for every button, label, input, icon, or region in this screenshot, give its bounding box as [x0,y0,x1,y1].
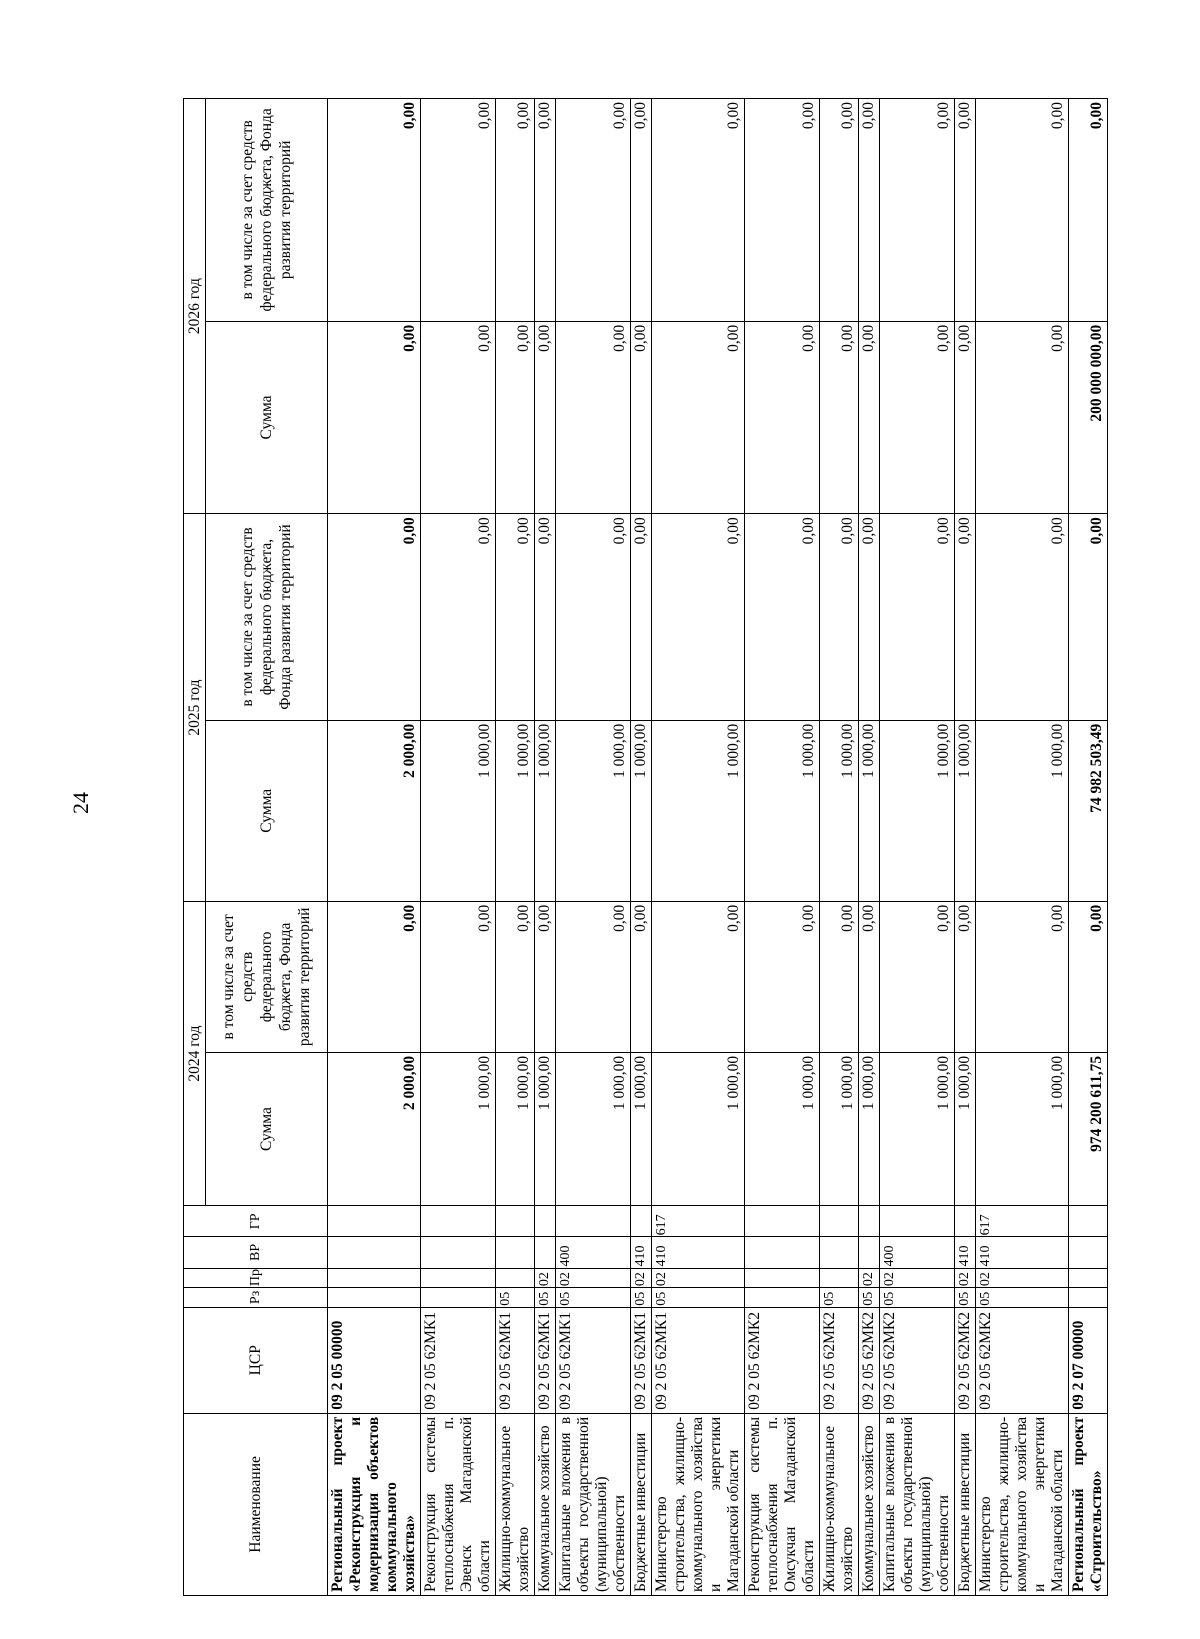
cell-s2024: 1 000,00 [745,1052,820,1205]
cell-f2024: 0,00 [820,901,859,1052]
cell-name: Коммунальное хозяйство [535,1413,556,1595]
cell-f2026: 0,00 [820,99,859,322]
cell-s2026: 0,00 [820,321,859,514]
cell-gr [745,1206,820,1237]
cell-f2024: 0,00 [652,901,745,1052]
cell-f2024: 0,00 [880,901,955,1052]
budget-table [183,98,1108,1596]
cell-name: Бюджетные инвестиции [955,1413,976,1595]
cell-gr [496,1206,535,1237]
cell-vr [859,1237,880,1268]
table-row [976,99,1069,1596]
cell-csr: 09 2 05 62МК2 [820,1307,859,1413]
cell-csr: 09 2 05 62МК1 [556,1307,631,1413]
cell-name: Реконструкция системы теплоснабжения п. Эвенск Магаданской области [421,1413,496,1595]
cell-s2024: 1 000,00 [496,1052,535,1205]
cell-rz: 05 [820,1288,859,1308]
rotated-page [183,98,1105,1596]
cell-gr [535,1206,556,1237]
cell-csr: 09 2 07 00000 [1069,1307,1108,1413]
cell-gr: 617 [652,1206,745,1237]
cell-pr [421,1268,496,1288]
cell-s2025: 1 000,00 [976,720,1069,901]
cell-f2025: 0,00 [745,514,820,720]
cell-rz: 05 [535,1288,556,1308]
cell-name: Реконструкция системы теплоснабжения п. Омсукчан Магаданской области [745,1413,820,1595]
cell-s2025: 1 000,00 [556,720,631,901]
cell-pr: 02 [535,1268,556,1288]
table-row [421,99,496,1596]
cell-s2025: 1 000,00 [859,720,880,901]
cell-rz: 05 [652,1288,745,1308]
table-row [631,99,652,1596]
cell-s2024: 1 000,00 [820,1052,859,1205]
cell-f2025: 0,00 [820,514,859,720]
cell-gr [955,1206,976,1237]
cell-s2025: 1 000,00 [631,720,652,901]
cell-f2024: 0,00 [976,901,1069,1052]
cell-f2024: 0,00 [631,901,652,1052]
cell-rz: 05 [859,1288,880,1308]
cell-csr: 09 2 05 62МК1 [496,1307,535,1413]
cell-name: Региональный проект «Строительство» [1069,1413,1108,1595]
cell-pr [1069,1268,1108,1288]
cell-s2024: 974 200 611,75 [1069,1052,1108,1205]
table-row [859,99,880,1596]
cell-f2025: 0,00 [859,514,880,720]
header-federal-2024: в том числе за счет средств федерального бюджета, Фонда развития территорий [206,901,328,1052]
cell-s2024: 2 000,00 [328,1052,421,1205]
cell-s2025: 1 000,00 [535,720,556,901]
header-federal-2025: в том числе за счет средств федерального бюджета, Фонда развития территорий [206,514,328,720]
cell-s2026: 0,00 [328,321,421,514]
cell-f2026: 0,00 [421,99,496,322]
cell-s2024: 1 000,00 [535,1052,556,1205]
cell-name: Министерство строительства, жилищно-коммунального хозяйства и энергетики Магаданской области [976,1413,1069,1595]
cell-s2026: 0,00 [859,321,880,514]
cell-s2024: 1 000,00 [631,1052,652,1205]
cell-f2024: 0,00 [421,901,496,1052]
cell-name: Жилищно-коммунальное хозяйство [820,1413,859,1595]
cell-name: Коммунальное хозяйство [859,1413,880,1595]
cell-f2025: 0,00 [496,514,535,720]
cell-gr [859,1206,880,1237]
cell-f2026: 0,00 [745,99,820,322]
cell-vr [745,1237,820,1268]
cell-gr: 617 [976,1206,1069,1237]
table-row [745,99,820,1596]
header-name: Наименование [184,1413,328,1595]
cell-csr: 09 2 05 62МК2 [880,1307,955,1413]
cell-rz [1069,1288,1108,1308]
cell-f2024: 0,00 [745,901,820,1052]
cell-f2024: 0,00 [1069,901,1108,1052]
cell-csr: 09 2 05 00000 [328,1307,421,1413]
cell-rz: 05 [880,1288,955,1308]
cell-csr: 09 2 05 62МК2 [859,1307,880,1413]
cell-vr: 410 [955,1237,976,1268]
cell-name: Министерство строительства, жилищно-коммунального хозяйства и энергетики Магаданской области [652,1413,745,1595]
cell-s2024: 1 000,00 [652,1052,745,1205]
cell-f2025: 0,00 [880,514,955,720]
cell-vr [1069,1237,1108,1268]
cell-rz [745,1288,820,1308]
table-row [496,99,535,1596]
cell-pr: 02 [556,1268,631,1288]
cell-f2024: 0,00 [955,901,976,1052]
cell-f2026: 0,00 [976,99,1069,322]
cell-csr: 09 2 05 62МК1 [631,1307,652,1413]
cell-s2026: 0,00 [880,321,955,514]
cell-rz: 05 [631,1288,652,1308]
cell-f2026: 0,00 [631,99,652,322]
cell-f2025: 0,00 [556,514,631,720]
header-csr: ЦСР [184,1307,328,1413]
cell-vr: 410 [976,1237,1069,1268]
cell-s2025: 2 000,00 [328,720,421,901]
header-vr: ВР [184,1237,328,1268]
cell-s2025: 1 000,00 [820,720,859,901]
cell-csr: 09 2 05 62МК2 [955,1307,976,1413]
cell-vr: 410 [631,1237,652,1268]
cell-s2025: 1 000,00 [652,720,745,901]
header-rz: Рз [184,1288,328,1308]
header-year-2025: 2025 год [184,514,206,902]
header-year-2024: 2024 год [184,901,206,1205]
cell-csr: 09 2 05 62МК1 [535,1307,556,1413]
cell-csr: 09 2 05 62МК2 [745,1307,820,1413]
cell-name: Капитальные вложения в объекты государственной (муниципальной) собственности [556,1413,631,1595]
cell-csr: 09 2 05 62МК1 [652,1307,745,1413]
header-sum-2025: Сумма [206,720,328,901]
cell-f2026: 0,00 [955,99,976,322]
cell-pr: 02 [976,1268,1069,1288]
cell-f2025: 0,00 [955,514,976,720]
cell-f2025: 0,00 [535,514,556,720]
cell-csr: 09 2 05 62МК2 [976,1307,1069,1413]
cell-f2024: 0,00 [496,901,535,1052]
cell-f2024: 0,00 [556,901,631,1052]
table-row [535,99,556,1596]
cell-f2026: 0,00 [880,99,955,322]
cell-vr [535,1237,556,1268]
header-gr: ГР [184,1206,328,1237]
cell-pr: 02 [631,1268,652,1288]
cell-name: Капитальные вложения в объекты государственной (муниципальной) собственности [880,1413,955,1595]
table-row [1069,99,1108,1596]
cell-gr [1069,1206,1108,1237]
cell-f2024: 0,00 [328,901,421,1052]
cell-pr: 02 [955,1268,976,1288]
cell-s2026: 0,00 [496,321,535,514]
cell-pr: 02 [880,1268,955,1288]
table-body [328,99,1108,1596]
cell-rz: 05 [955,1288,976,1308]
cell-s2026: 0,00 [535,321,556,514]
cell-pr [328,1268,421,1288]
table-row [955,99,976,1596]
cell-s2025: 1 000,00 [880,720,955,901]
cell-s2026: 0,00 [976,321,1069,514]
cell-s2024: 1 000,00 [880,1052,955,1205]
cell-vr [421,1237,496,1268]
cell-vr: 400 [556,1237,631,1268]
page-number: 24 [68,792,93,814]
header-sum-2026: Сумма [206,321,328,514]
cell-vr [328,1237,421,1268]
cell-f2025: 0,00 [328,514,421,720]
cell-s2025: 1 000,00 [421,720,496,901]
cell-s2024: 1 000,00 [976,1052,1069,1205]
table-row [820,99,859,1596]
cell-pr [745,1268,820,1288]
cell-vr: 400 [880,1237,955,1268]
cell-gr [880,1206,955,1237]
cell-s2026: 200 000 000,00 [1069,321,1108,514]
cell-pr: 02 [652,1268,745,1288]
cell-s2026: 0,00 [955,321,976,514]
cell-gr [556,1206,631,1237]
cell-vr [820,1237,859,1268]
cell-f2026: 0,00 [556,99,631,322]
header-sum-2024: Сумма [206,1052,328,1205]
header-year-2026: 2026 год [184,99,206,514]
cell-s2026: 0,00 [421,321,496,514]
header-federal-2026: в том числе за счет средств федерального бюджета, Фонда развития территорий [206,99,328,322]
table-row [328,99,421,1596]
cell-f2025: 0,00 [1069,514,1108,720]
cell-name: Бюджетные инвестиции [631,1413,652,1595]
table-row [880,99,955,1596]
cell-pr [496,1268,535,1288]
cell-s2026: 0,00 [631,321,652,514]
cell-s2024: 1 000,00 [421,1052,496,1205]
cell-rz: 05 [496,1288,535,1308]
cell-s2026: 0,00 [745,321,820,514]
cell-f2026: 0,00 [496,99,535,322]
cell-f2025: 0,00 [631,514,652,720]
cell-rz [421,1288,496,1308]
cell-vr: 410 [652,1237,745,1268]
cell-s2025: 1 000,00 [496,720,535,901]
cell-pr: 02 [859,1268,880,1288]
cell-f2026: 0,00 [652,99,745,322]
cell-gr [820,1206,859,1237]
cell-s2024: 1 000,00 [859,1052,880,1205]
table-row [556,99,631,1596]
cell-f2025: 0,00 [421,514,496,720]
cell-f2025: 0,00 [652,514,745,720]
cell-csr: 09 2 05 62МК1 [421,1307,496,1413]
table-row [652,99,745,1596]
cell-f2026: 0,00 [328,99,421,322]
cell-s2024: 1 000,00 [955,1052,976,1205]
header-pr: Пр [184,1268,328,1288]
cell-s2024: 1 000,00 [556,1052,631,1205]
cell-name: Региональный проект «Реконструкция и модернизация объектов коммунального хозяйства» [328,1413,421,1595]
cell-f2026: 0,00 [1069,99,1108,322]
cell-f2024: 0,00 [859,901,880,1052]
cell-s2026: 0,00 [652,321,745,514]
cell-gr [421,1206,496,1237]
cell-pr [820,1268,859,1288]
cell-f2025: 0,00 [976,514,1069,720]
cell-gr [631,1206,652,1237]
cell-s2025: 1 000,00 [955,720,976,901]
cell-rz [328,1288,421,1308]
cell-s2025: 1 000,00 [745,720,820,901]
cell-s2025: 74 982 503,49 [1069,720,1108,901]
cell-rz: 05 [556,1288,631,1308]
cell-f2026: 0,00 [859,99,880,322]
cell-vr [496,1237,535,1268]
cell-f2024: 0,00 [535,901,556,1052]
cell-rz: 05 [976,1288,1069,1308]
cell-s2026: 0,00 [556,321,631,514]
cell-name: Жилищно-коммунальное хозяйство [496,1413,535,1595]
cell-gr [328,1206,421,1237]
cell-f2026: 0,00 [535,99,556,322]
